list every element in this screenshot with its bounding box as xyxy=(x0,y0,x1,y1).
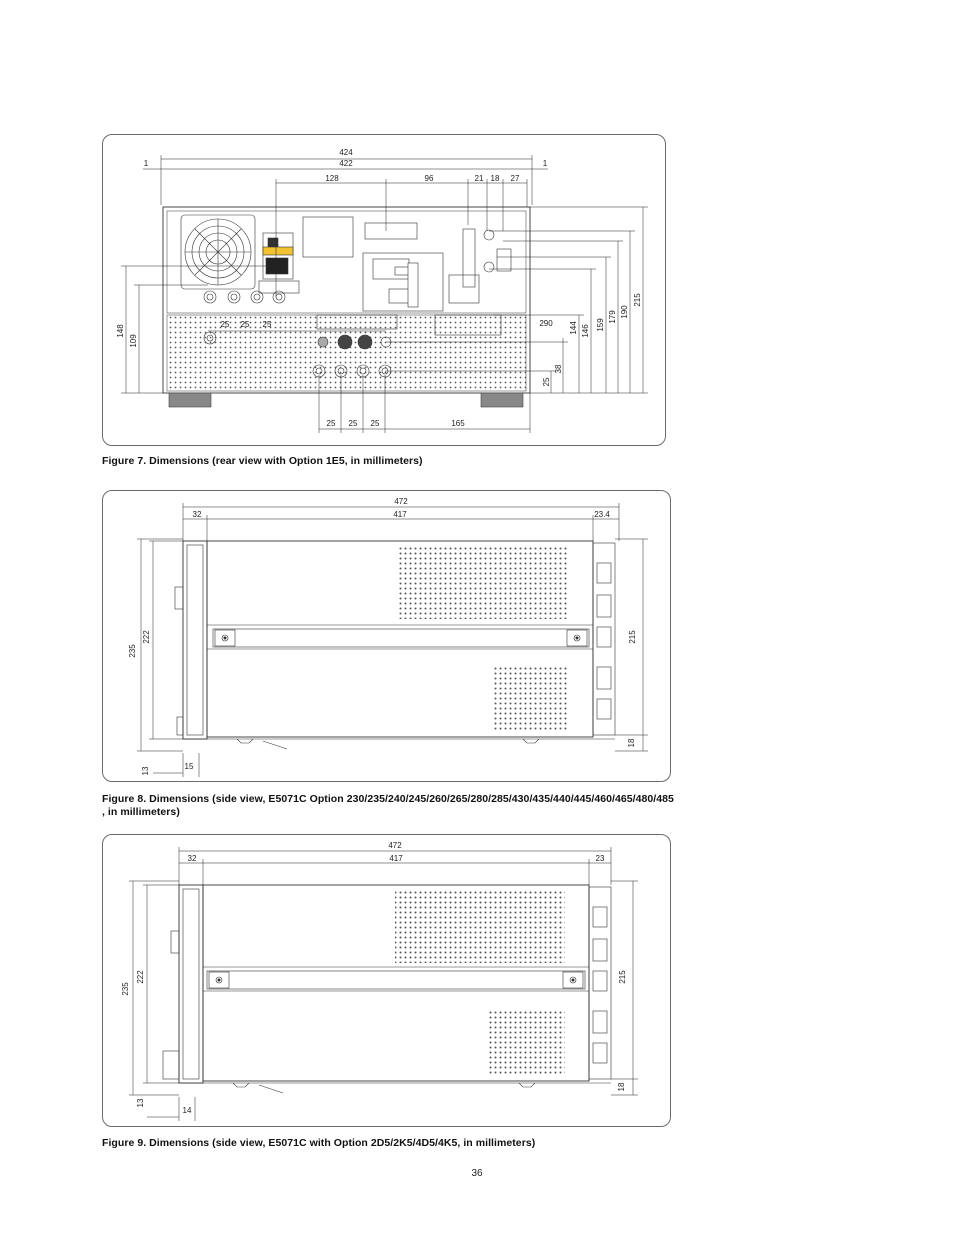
dim-25-right: 25 xyxy=(542,377,551,387)
dim-424: 424 xyxy=(339,148,353,157)
foot xyxy=(481,393,523,407)
dim-417: 417 xyxy=(393,510,407,519)
dim-148: 148 xyxy=(116,324,125,338)
figure-8-box xyxy=(102,490,671,782)
dim-23: 23 xyxy=(595,854,605,863)
dim-235: 235 xyxy=(128,644,137,658)
handle-bar xyxy=(207,971,585,989)
dim-422: 422 xyxy=(339,159,353,168)
figure-9-caption: Figure 9. Dimensions (side view, E5071C with Option 2D5/2K5/4D5/4K5, in millimeters) xyxy=(102,1137,536,1149)
figure-8-caption: Figure 8. Dimensions (side view, E5071C Option 230/235/240/245/260/265/280/285/430/435/440/445/460/465/480/485 , in millimeters) xyxy=(102,793,674,818)
dim-472: 472 xyxy=(388,841,402,850)
figure-8-drawing xyxy=(103,491,670,781)
dim-25-a: 25 xyxy=(220,320,230,329)
front-panel xyxy=(183,541,207,739)
dim-128: 128 xyxy=(325,174,339,183)
dim-21: 21 xyxy=(474,174,484,183)
dim-25-bottom-c: 25 xyxy=(370,419,380,428)
dim-215: 215 xyxy=(633,293,642,307)
dim-290: 290 xyxy=(539,319,553,328)
figure-9-box xyxy=(102,834,671,1127)
dim-109: 109 xyxy=(129,334,138,348)
dim-25-bottom-b: 25 xyxy=(348,419,358,428)
dim-23-4: 23.4 xyxy=(594,510,610,519)
dim-144: 144 xyxy=(569,321,578,335)
dim-15: 15 xyxy=(184,762,194,771)
figure-7-drawing xyxy=(103,135,665,445)
dim-38: 38 xyxy=(554,364,563,374)
dim-222: 222 xyxy=(136,970,145,984)
dim-1-right: 1 xyxy=(542,159,548,168)
rear-connectors xyxy=(593,543,615,735)
dim-215: 215 xyxy=(628,630,637,644)
dim-25-bottom-a: 25 xyxy=(326,419,336,428)
dim-18: 18 xyxy=(627,738,636,748)
dim-14: 14 xyxy=(182,1106,192,1115)
dim-165: 165 xyxy=(451,419,465,428)
dim-32: 32 xyxy=(187,854,197,863)
figure-7-box xyxy=(102,134,666,446)
dim-25-b: 25 xyxy=(240,320,250,329)
dim-25-c: 25 xyxy=(262,320,272,329)
dim-1-left: 1 xyxy=(143,159,149,168)
dim-13: 13 xyxy=(141,766,150,776)
dim-13: 13 xyxy=(136,1098,145,1108)
rear-connectors xyxy=(589,887,611,1079)
dim-179: 179 xyxy=(608,310,617,324)
dim-18: 18 xyxy=(490,174,500,183)
dim-417: 417 xyxy=(389,854,403,863)
figure-7-caption: Figure 7. Dimensions (rear view with Option 1E5, in millimeters) xyxy=(102,455,423,467)
dim-96: 96 xyxy=(424,174,434,183)
foot xyxy=(169,393,211,407)
dim-18: 18 xyxy=(617,1082,626,1092)
page-number: 36 xyxy=(471,1168,483,1179)
handle-bar xyxy=(213,629,589,647)
dim-159: 159 xyxy=(596,318,605,332)
dim-472: 472 xyxy=(394,497,408,506)
dim-235: 235 xyxy=(121,982,130,996)
dim-222: 222 xyxy=(142,630,151,644)
front-panel xyxy=(179,885,203,1083)
dim-32: 32 xyxy=(192,510,202,519)
dim-190: 190 xyxy=(620,305,629,319)
dim-215: 215 xyxy=(618,970,627,984)
figure-9-drawing xyxy=(103,835,670,1126)
dim-146: 146 xyxy=(581,324,590,338)
dim-27: 27 xyxy=(510,174,520,183)
